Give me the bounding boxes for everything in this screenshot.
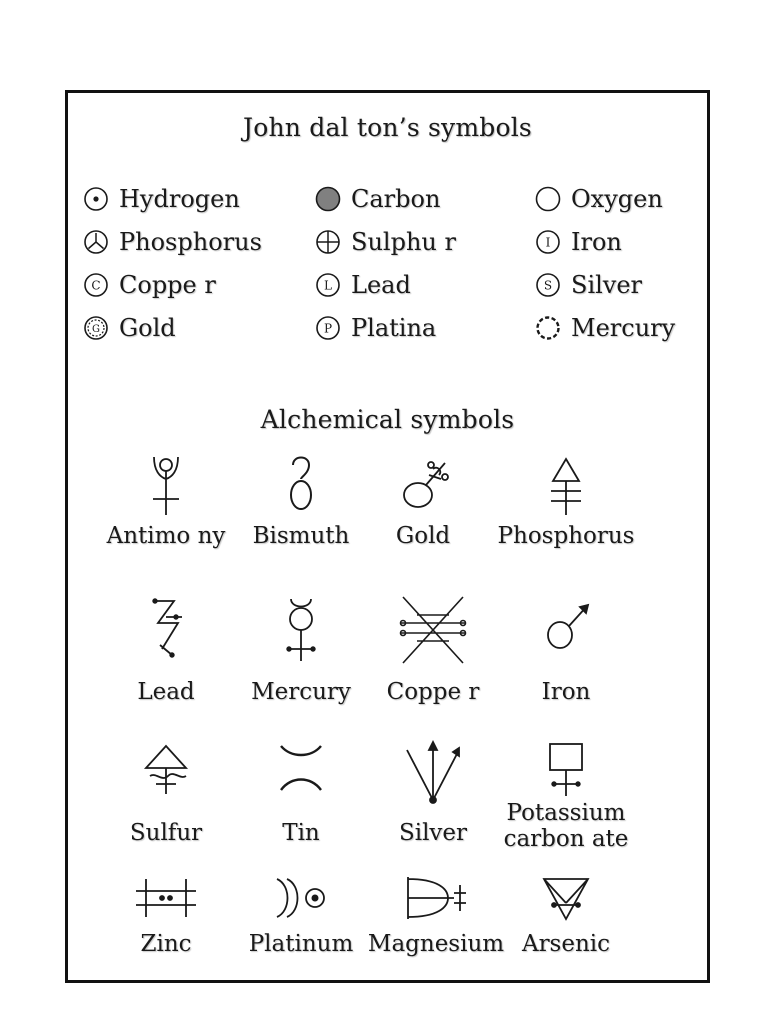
alchemical-label-bismuth: Bismuth <box>252 523 350 549</box>
alchemical-label-magnesium: Magnesium <box>367 931 505 957</box>
zinc-icon <box>128 873 204 923</box>
antimony-icon <box>136 451 196 523</box>
circle-letter-p-icon <box>315 315 341 341</box>
alchemical-item-mercury <box>226 593 376 705</box>
dotted-circle-icon <box>535 315 561 341</box>
alchemical-item-silver <box>358 738 508 846</box>
alchemical-label-antimony: Antimo ny <box>106 523 226 549</box>
alchemical-item-lead <box>91 593 241 705</box>
dalton-item-mercury <box>535 310 675 346</box>
alchemical-label-platinum: Platinum <box>248 931 354 957</box>
circle-letter-l-icon <box>315 272 341 298</box>
alchemical-label-mercury: Mercury <box>251 679 351 705</box>
circle-letter-c-icon <box>83 272 109 298</box>
alchemical-item-phosphorus <box>491 451 641 549</box>
dalton-item-carbon <box>315 181 440 217</box>
alchemical-label-silver: Silver <box>398 820 468 846</box>
alchemical-label-copper: Coppe r <box>386 679 480 705</box>
dalton-label-hydrogen: Hydrogen <box>119 185 240 213</box>
dalton-item-iron <box>535 224 622 260</box>
alchemical-label-iron: Iron <box>541 679 591 705</box>
svg-text:C: C <box>91 278 101 293</box>
alchemical-label-arsenic: Arsenic <box>521 931 611 957</box>
symbols-chart-frame <box>65 90 710 983</box>
dalton-item-phosphorus <box>83 224 262 260</box>
dalton-item-sulphur <box>315 224 456 260</box>
dalton-label-iron: Iron <box>571 228 622 256</box>
alchemical-item-platinum <box>226 873 376 957</box>
dalton-item-oxygen <box>535 181 663 217</box>
dalton-label-carbon: Carbon <box>351 185 441 213</box>
alchemical-label-potassium-carbonate-line2: carbon ate <box>503 826 629 853</box>
alchemical-item-potassium-carbonate <box>491 738 641 853</box>
dalton-item-copper <box>83 267 216 303</box>
gold-icon <box>393 451 453 523</box>
tin-icon <box>271 738 331 806</box>
copper-icon <box>395 593 471 669</box>
svg-text:S: S <box>543 278 553 293</box>
mercury-icon <box>271 593 331 669</box>
alchemical-item-copper <box>358 593 508 705</box>
dalton-label-sulphur: Sulphu r <box>351 228 456 256</box>
alchemical-label-tin: Tin <box>282 820 320 846</box>
dalton-label-phosphorus: Phosphorus <box>119 228 262 256</box>
alchemical-item-gold <box>348 451 498 549</box>
alchemical-item-tin <box>226 738 376 846</box>
alchemical-label-phosphorus: Phosphorus <box>497 523 635 549</box>
magnesium-icon <box>398 873 474 923</box>
circle-letter-g-icon <box>83 315 109 341</box>
svg-text:G: G <box>92 324 100 335</box>
circle-letter-i-icon <box>535 229 561 255</box>
alchemical-title: Alchemical symbols <box>260 405 515 434</box>
circle-peace-icon <box>83 229 109 255</box>
svg-text:L: L <box>324 278 332 293</box>
filled-circle-icon <box>315 186 341 212</box>
dalton-label-lead: Lead <box>351 271 411 299</box>
alchemical-item-magnesium <box>361 873 511 957</box>
alchemical-item-arsenic <box>491 873 641 957</box>
alchemical-item-zinc <box>91 873 241 957</box>
svg-text:I: I <box>545 235 551 250</box>
dalton-title: John dal ton’s symbols <box>243 113 532 142</box>
alchemical-item-iron <box>491 593 641 705</box>
alchemical-label-sulfur: Sulfur <box>129 820 203 846</box>
alchemical-label-potassium-carbonate-line1: Potassium <box>506 800 626 826</box>
lead-icon <box>136 593 196 669</box>
dalton-label-gold: Gold <box>119 314 176 342</box>
dalton-label-mercury: Mercury <box>571 314 676 342</box>
bismuth-icon <box>271 451 331 523</box>
dalton-label-oxygen: Oxygen <box>571 185 663 213</box>
alchemical-label-zinc: Zinc <box>140 931 192 957</box>
phosphorus-icon <box>536 451 596 523</box>
dalton-item-hydrogen <box>83 181 240 217</box>
dalton-label-platina: Platina <box>351 314 437 342</box>
dalton-label-copper: Coppe r <box>119 271 216 299</box>
dalton-item-lead <box>315 267 411 303</box>
dalton-item-gold <box>83 310 176 346</box>
arsenic-icon <box>536 873 596 923</box>
circle-cross-icon <box>315 229 341 255</box>
circle-dot-icon <box>83 186 109 212</box>
empty-circle-icon <box>535 186 561 212</box>
alchemical-label-gold: Gold <box>395 523 451 549</box>
silver-icon <box>395 738 471 806</box>
sulfur-icon <box>136 738 196 806</box>
circle-letter-s-icon <box>535 272 561 298</box>
potassium-carbonate-icon <box>536 738 596 800</box>
alchemical-label-lead: Lead <box>137 679 195 705</box>
iron-icon <box>536 593 596 669</box>
dalton-item-silver <box>535 267 642 303</box>
svg-text:P: P <box>323 321 333 336</box>
alchemical-item-antimony <box>91 451 241 549</box>
dalton-item-platina <box>315 310 436 346</box>
dalton-label-silver: Silver <box>571 271 643 299</box>
platinum-icon <box>263 873 339 923</box>
alchemical-item-sulfur <box>91 738 241 846</box>
